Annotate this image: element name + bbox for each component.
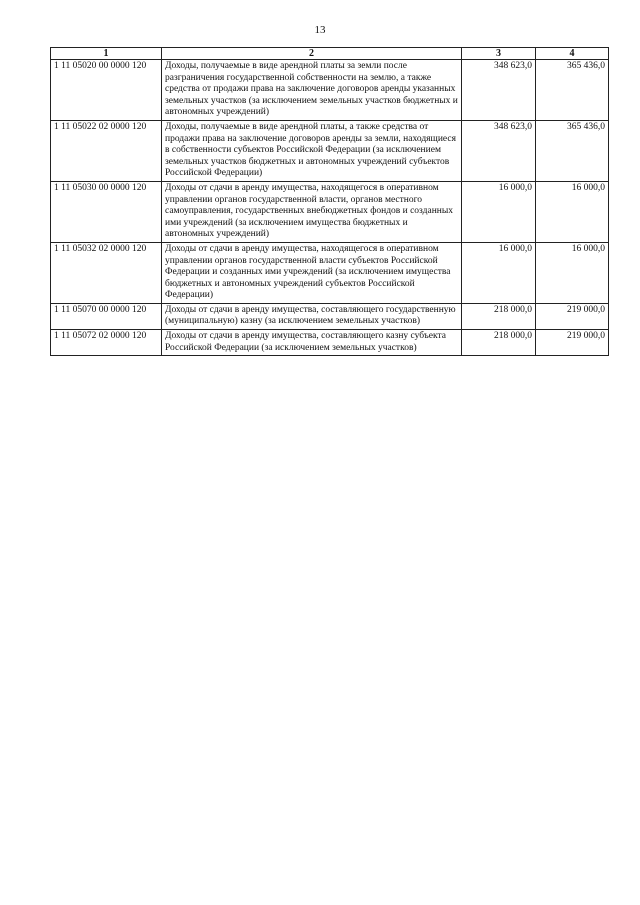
- table-row: [51, 120, 609, 181]
- revenue-name: Доходы, получаемые в виде арендной платы за земли после разграничения государственной собственности на землю, а также средства от продажи права на заключение договоров аренды указанных земельных участков (за исключением земельных участков бюджетных и автономных учреждений): [162, 60, 462, 121]
- value-column-3: 348 623,0: [462, 60, 536, 121]
- value-column-3: 16 000,0: [462, 242, 536, 303]
- revenue-code: 1 11 05022 02 0000 120: [51, 120, 162, 181]
- revenue-name: Доходы от сдачи в аренду имущества, составляющего казну субъекта Российской Федерации (за исключением земельных участков): [162, 330, 462, 356]
- revenue-code: 1 11 05020 00 0000 120: [51, 60, 162, 121]
- column-header-1: 1: [51, 48, 162, 60]
- revenue-table: [50, 47, 609, 356]
- table-row: [51, 242, 609, 303]
- revenue-name: Доходы, получаемые в виде арендной платы, а также средства от продажи права на заключение договоров аренды за земли, находящиеся в собственности субъектов Российской Федерации (за исключением земельных участков бюджетных и автономных учреждений субъектов Российской Федерации): [162, 120, 462, 181]
- revenue-name: Доходы от сдачи в аренду имущества, составляющего государственную (муниципальную) казну (за исключением земельных участков): [162, 303, 462, 329]
- column-header-4: 4: [536, 48, 609, 60]
- revenue-name: Доходы от сдачи в аренду имущества, находящегося в оперативном управлении органов государственной власти субъектов Российской Федерации и созданных ими учреждений (за исключением имущества бюджетных и автономных учреждений субъектов Российской Федерации): [162, 242, 462, 303]
- table-header-row: [51, 48, 609, 60]
- table-row: [51, 303, 609, 329]
- column-header-2: 2: [162, 48, 462, 60]
- value-column-3: 348 623,0: [462, 120, 536, 181]
- value-column-4: 365 436,0: [536, 60, 609, 121]
- revenue-code: 1 11 05030 00 0000 120: [51, 181, 162, 242]
- revenue-code: 1 11 05032 02 0000 120: [51, 242, 162, 303]
- value-column-4: 16 000,0: [536, 181, 609, 242]
- value-column-4: 219 000,0: [536, 330, 609, 356]
- revenue-code: 1 11 05072 02 0000 120: [51, 330, 162, 356]
- revenue-code: 1 11 05070 00 0000 120: [51, 303, 162, 329]
- revenue-name: Доходы от сдачи в аренду имущества, находящегося в оперативном управлении органов государственной власти, органов местного самоуправления, государственных внебюджетных фондов и созданных ими учреждений (за исключением имущества бюджетных и автономных учреждений): [162, 181, 462, 242]
- value-column-3: 218 000,0: [462, 303, 536, 329]
- page-number: 13: [314, 24, 326, 36]
- table-row: [51, 181, 609, 242]
- table-row: [51, 330, 609, 356]
- value-column-4: 219 000,0: [536, 303, 609, 329]
- table-row: [51, 60, 609, 121]
- value-column-4: 16 000,0: [536, 242, 609, 303]
- value-column-3: 218 000,0: [462, 330, 536, 356]
- column-header-3: 3: [462, 48, 536, 60]
- value-column-4: 365 436,0: [536, 120, 609, 181]
- value-column-3: 16 000,0: [462, 181, 536, 242]
